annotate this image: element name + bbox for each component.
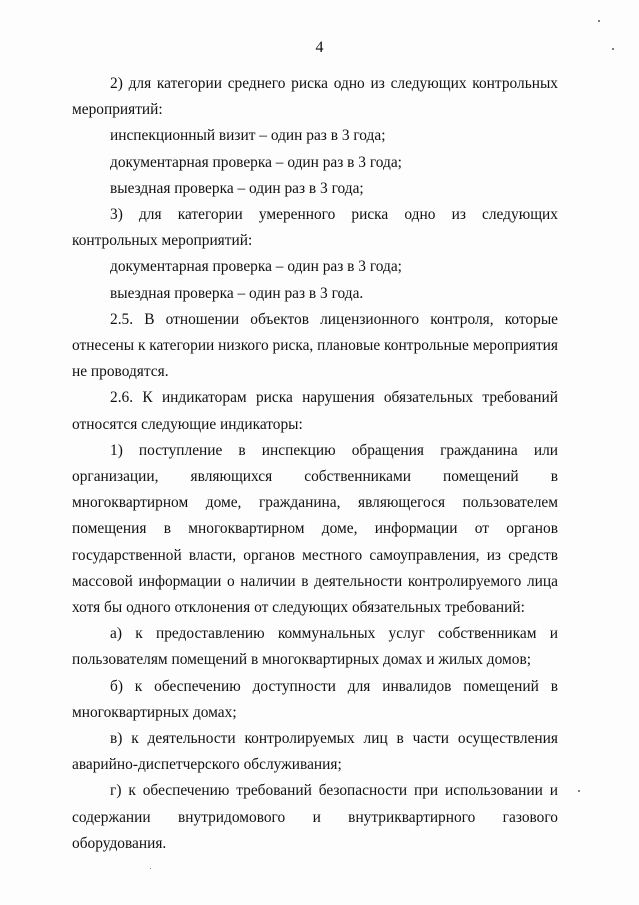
paragraph-item-g: г) к обеспечению требований безопасности при использовании и содержании внутридомового и внутриквартирного газового оборудования. <box>72 782 558 852</box>
paragraph-item-v: в) к деятельности контролируемых лиц в части осуществления аварийно-диспетчерского обслуживания; <box>72 730 558 774</box>
list-item: инспекционный визит – один раз в 3 года; <box>110 127 386 145</box>
list-item: документарная проверка – один раз в 3 года; <box>110 153 402 171</box>
document-body <box>72 71 558 857</box>
scan-speck <box>578 790 580 792</box>
page-number: 4 <box>315 39 324 56</box>
paragraph-indicator-1: 1) поступление в инспекцию обращения гражданина или организации, являющихся собственниками помещений в многоквартирном доме, гражданина, являющегося пользователем помещения в многоквартирном доме, информации от органов государственной власти, органов местного самоуправления, из средств массовой информации о наличии в деятельности контролируемого лица хотя бы одного отклонения от следующих обязательных требований: <box>72 441 558 617</box>
paragraph-moderate-risk: 3) для категории умеренного риска одно из следующих контрольных мероприятий: <box>72 206 558 250</box>
paragraph-2-5: 2.5. В отношении объектов лицензионного контроля, которые отнесены к категории низкого риска, плановые контрольные мероприятия не проводятся. <box>72 310 558 381</box>
paragraph-2-6: 2.6. К индикаторам риска нарушения обязательных требований относятся следующие индикаторы: <box>72 389 558 433</box>
scan-speck <box>150 868 151 869</box>
scan-speck <box>598 20 600 22</box>
paragraph-item-a: а) к предоставлению коммунальных услуг собственникам и пользователям помещений в многоквартирных домах и жилых домов; <box>72 625 558 669</box>
scan-speck <box>612 48 614 50</box>
list-item: документарная проверка – один раз в 3 года; <box>110 258 402 276</box>
paragraph-item-b: б) к обеспечению доступности для инвалидов помещений в многоквартирных домах; <box>72 677 558 721</box>
paragraph-medium-risk: 2) для категории среднего риска одно из следующих контрольных мероприятий: <box>72 75 558 119</box>
list-item: выездная проверка – один раз в 3 года. <box>110 284 364 302</box>
list-item: выездная проверка – один раз в 3 года; <box>110 179 364 197</box>
